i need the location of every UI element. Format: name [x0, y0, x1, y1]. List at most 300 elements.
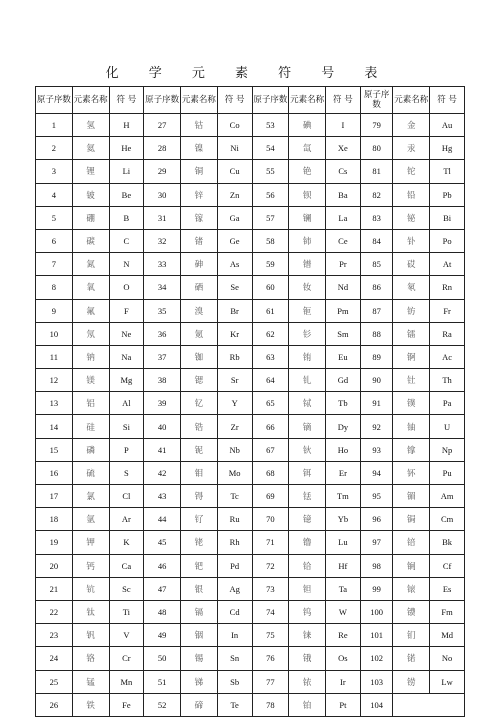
cell-element-name: 铼 — [289, 624, 326, 647]
cell-atomic-number: 4 — [36, 183, 73, 206]
cell-atomic-number: 9 — [36, 299, 73, 322]
cell-atomic-number: 38 — [144, 369, 181, 392]
cell-atomic-number: 88 — [360, 322, 393, 345]
cell-element-name: 氩 — [72, 508, 109, 531]
cell-element-name: 锆 — [181, 415, 218, 438]
cell-atomic-number: 74 — [252, 600, 289, 623]
cell-element-name: 锕 — [393, 345, 430, 368]
cell-element-name: 锶 — [181, 369, 218, 392]
cell-atomic-number: 1 — [36, 114, 73, 137]
cell-element-name: 锗 — [181, 229, 218, 252]
cell-symbol: Fe — [109, 693, 144, 716]
cell-atomic-number: 52 — [144, 693, 181, 716]
cell-element-name: 铈 — [289, 229, 326, 252]
cell-element-name: 铜 — [181, 160, 218, 183]
cell-symbol: Ar — [109, 508, 144, 531]
cell-element-name: 铒 — [289, 461, 326, 484]
cell-atomic-number: 15 — [36, 438, 73, 461]
table-row — [36, 345, 465, 368]
cell-element-name: 铕 — [289, 345, 326, 368]
header-symbol: 符 号 — [217, 87, 252, 114]
cell-atomic-number: 32 — [144, 229, 181, 252]
cell-element-name: 钒 — [72, 624, 109, 647]
cell-atomic-number: 70 — [252, 508, 289, 531]
cell-atomic-number: 87 — [360, 299, 393, 322]
cell-atomic-number: 39 — [144, 392, 181, 415]
cell-symbol: At — [430, 253, 465, 276]
cell-symbol: Ru — [217, 508, 252, 531]
cell-element-name: 钋 — [393, 229, 430, 252]
cell-symbol: Ta — [326, 577, 361, 600]
cell-element-name: 镭 — [393, 322, 430, 345]
cell-symbol: Re — [326, 624, 361, 647]
cell-element-name: 锇 — [289, 647, 326, 670]
cell-symbol: Mo — [217, 461, 252, 484]
cell-element-name: 钆 — [289, 369, 326, 392]
table-row — [36, 554, 465, 577]
cell-symbol: Ni — [217, 137, 252, 160]
cell-atomic-number: 78 — [252, 693, 289, 716]
cell-atomic-number: 34 — [144, 276, 181, 299]
cell-element-name: 钔 — [393, 624, 430, 647]
cell-element-name: 硼 — [72, 206, 109, 229]
cell-atomic-number: 10 — [36, 322, 73, 345]
cell-atomic-number: 104 — [360, 693, 393, 716]
cell-atomic-number: 94 — [360, 461, 393, 484]
cell-element-name: 氪 — [181, 322, 218, 345]
header-symbol: 符 号 — [109, 87, 144, 114]
cell-atomic-number: 65 — [252, 392, 289, 415]
cell-element-name: 铬 — [72, 647, 109, 670]
cell-symbol: Es — [430, 577, 465, 600]
table-row — [36, 206, 465, 229]
cell-atomic-number: 61 — [252, 299, 289, 322]
cell-element-name: 镅 — [393, 485, 430, 508]
table-row — [36, 114, 465, 137]
cell-atomic-number: 73 — [252, 577, 289, 600]
cell-symbol: Md — [430, 624, 465, 647]
cell-atomic-number: 100 — [360, 600, 393, 623]
cell-element-name: 铟 — [181, 624, 218, 647]
cell-element-name: 镍 — [181, 137, 218, 160]
cell-element-name: 钨 — [289, 600, 326, 623]
cell-symbol: He — [109, 137, 144, 160]
cell-atomic-number: 3 — [36, 160, 73, 183]
cell-symbol: Ir — [326, 670, 361, 693]
cell-symbol: Bi — [430, 206, 465, 229]
cell-symbol: Mn — [109, 670, 144, 693]
cell-atomic-number: 24 — [36, 647, 73, 670]
cell-symbol: Gd — [326, 369, 361, 392]
cell-atomic-number: 96 — [360, 508, 393, 531]
cell-element-name: 钚 — [393, 461, 430, 484]
cell-symbol: Cf — [430, 554, 465, 577]
cell-element-name: 钪 — [72, 577, 109, 600]
element-table-body — [36, 87, 465, 717]
cell-symbol: Na — [109, 345, 144, 368]
cell-element-name: 镨 — [289, 253, 326, 276]
cell-element-name: 碲 — [181, 693, 218, 716]
cell-symbol: As — [217, 253, 252, 276]
cell-element-name: 锔 — [393, 508, 430, 531]
cell-element-name: 碳 — [72, 229, 109, 252]
cell-atomic-number: 20 — [36, 554, 73, 577]
cell-atomic-number: 16 — [36, 461, 73, 484]
cell-atomic-number: 53 — [252, 114, 289, 137]
cell-atomic-number: 51 — [144, 670, 181, 693]
table-row — [36, 577, 465, 600]
cell-symbol: Zr — [217, 415, 252, 438]
cell-atomic-number: 36 — [144, 322, 181, 345]
cell-atomic-number: 54 — [252, 137, 289, 160]
cell-symbol: Ce — [326, 229, 361, 252]
cell-symbol: Cs — [326, 160, 361, 183]
cell-element-name: 铱 — [289, 670, 326, 693]
cell-symbol: Nd — [326, 276, 361, 299]
cell-symbol: Ag — [217, 577, 252, 600]
cell-symbol: Pb — [430, 183, 465, 206]
cell-atomic-number: 57 — [252, 206, 289, 229]
cell-element-name: 钠 — [72, 345, 109, 368]
cell-element-name: 锰 — [72, 670, 109, 693]
cell-symbol: Er — [326, 461, 361, 484]
cell-atomic-number: 2 — [36, 137, 73, 160]
table-row — [36, 461, 465, 484]
cell-element-name: 钙 — [72, 554, 109, 577]
cell-atomic-number: 37 — [144, 345, 181, 368]
cell-atomic-number: 22 — [36, 600, 73, 623]
cell-element-name: 铌 — [181, 438, 218, 461]
cell-symbol: Au — [430, 114, 465, 137]
cell-symbol: Sc — [109, 577, 144, 600]
cell-symbol: In — [217, 624, 252, 647]
cell-atomic-number: 68 — [252, 461, 289, 484]
cell-atomic-number: 26 — [36, 693, 73, 716]
table-row — [36, 137, 465, 160]
cell-element-name: 镝 — [289, 415, 326, 438]
cell-symbol: Al — [109, 392, 144, 415]
cell-atomic-number: 62 — [252, 322, 289, 345]
cell-element-name: 碘 — [289, 114, 326, 137]
cell-atomic-number: 29 — [144, 160, 181, 183]
cell-element-name: 氙 — [289, 137, 326, 160]
cell-symbol: Cu — [217, 160, 252, 183]
header-element-name: 元素名称 — [72, 87, 109, 114]
table-row — [36, 647, 465, 670]
header-element-name: 元素名称 — [393, 87, 430, 114]
cell-element-name: 氖 — [72, 322, 109, 345]
header-atomic-number: 原子序数 — [360, 87, 393, 114]
table-row — [36, 229, 465, 252]
cell-element-name: 钌 — [181, 508, 218, 531]
cell-atomic-number: 50 — [144, 647, 181, 670]
cell-element-name: 铽 — [289, 392, 326, 415]
cell-atomic-number: 44 — [144, 508, 181, 531]
cell-element-name: 铝 — [72, 392, 109, 415]
cell-element-name: 金 — [393, 114, 430, 137]
cell-symbol: Rb — [217, 345, 252, 368]
cell-element-name: 钡 — [289, 183, 326, 206]
table-row — [36, 160, 465, 183]
cell-symbol: Tc — [217, 485, 252, 508]
cell-symbol: Pm — [326, 299, 361, 322]
cell-atomic-number: 82 — [360, 183, 393, 206]
cell-element-name: 钇 — [181, 392, 218, 415]
cell-element-name: 硒 — [181, 276, 218, 299]
cell-atomic-number: 60 — [252, 276, 289, 299]
cell-element-name: 锑 — [181, 670, 218, 693]
cell-element-name: 钕 — [289, 276, 326, 299]
cell-element-name: 氮 — [72, 253, 109, 276]
cell-symbol: Ac — [430, 345, 465, 368]
cell-element-name: 氯 — [72, 485, 109, 508]
cell-atomic-number: 14 — [36, 415, 73, 438]
cell-atomic-number: 31 — [144, 206, 181, 229]
cell-atomic-number: 21 — [36, 577, 73, 600]
cell-atomic-number: 33 — [144, 253, 181, 276]
cell-element-name: 铯 — [289, 160, 326, 183]
cell-symbol: Mg — [109, 369, 144, 392]
cell-atomic-number: 40 — [144, 415, 181, 438]
cell-element-name: 铊 — [393, 160, 430, 183]
cell-symbol: S — [109, 461, 144, 484]
cell-symbol: Pd — [217, 554, 252, 577]
header-atomic-number: 原子序数 — [144, 87, 181, 114]
cell-symbol: Ga — [217, 206, 252, 229]
cell-symbol: V — [109, 624, 144, 647]
cell-symbol: Sn — [217, 647, 252, 670]
cell-element-name: 锡 — [181, 647, 218, 670]
cell-atomic-number: 86 — [360, 276, 393, 299]
page-title: 化 学 元 素 符 号 表 — [105, 66, 391, 81]
cell-atomic-number: 35 — [144, 299, 181, 322]
cell-atomic-number: 42 — [144, 461, 181, 484]
cell-element-name: 氡 — [393, 276, 430, 299]
cell-atomic-number: 98 — [360, 554, 393, 577]
cell-symbol: Pr — [326, 253, 361, 276]
cell-symbol: Br — [217, 299, 252, 322]
cell-symbol: Sb — [217, 670, 252, 693]
cell-symbol: I — [326, 114, 361, 137]
cell-atomic-number: 49 — [144, 624, 181, 647]
cell-atomic-number: 47 — [144, 577, 181, 600]
cell-element-name: 汞 — [393, 137, 430, 160]
cell-symbol: Se — [217, 276, 252, 299]
cell-atomic-number: 79 — [360, 114, 393, 137]
cell-atomic-number: 83 — [360, 206, 393, 229]
cell-symbol: Ra — [430, 322, 465, 345]
cell-symbol: Lw — [430, 670, 465, 693]
cell-element-name: 锂 — [72, 160, 109, 183]
table-row — [36, 392, 465, 415]
cell-empty — [393, 693, 465, 716]
cell-atomic-number: 45 — [144, 531, 181, 554]
cell-atomic-number: 101 — [360, 624, 393, 647]
cell-symbol: Hg — [430, 137, 465, 160]
header-atomic-number: 原子序数 — [36, 87, 73, 114]
cell-symbol: Pt — [326, 693, 361, 716]
cell-atomic-number: 99 — [360, 577, 393, 600]
cell-element-name: 铪 — [289, 554, 326, 577]
cell-symbol: F — [109, 299, 144, 322]
header-element-name: 元素名称 — [289, 87, 326, 114]
cell-atomic-number: 103 — [360, 670, 393, 693]
cell-element-name: 钛 — [72, 600, 109, 623]
cell-atomic-number: 56 — [252, 183, 289, 206]
table-row — [36, 438, 465, 461]
table-row — [36, 369, 465, 392]
cell-symbol: Pu — [430, 461, 465, 484]
cell-symbol: U — [430, 415, 465, 438]
cell-atomic-number: 97 — [360, 531, 393, 554]
cell-element-name: 钾 — [72, 531, 109, 554]
header-symbol: 符 号 — [430, 87, 465, 114]
cell-symbol: Sr — [217, 369, 252, 392]
cell-element-name: 铅 — [393, 183, 430, 206]
cell-element-name: 银 — [181, 577, 218, 600]
cell-symbol: Hf — [326, 554, 361, 577]
cell-element-name: 溴 — [181, 299, 218, 322]
cell-atomic-number: 64 — [252, 369, 289, 392]
cell-symbol: Kr — [217, 322, 252, 345]
cell-symbol: Zn — [217, 183, 252, 206]
cell-symbol: N — [109, 253, 144, 276]
cell-atomic-number: 19 — [36, 531, 73, 554]
cell-element-name: 镄 — [393, 600, 430, 623]
cell-atomic-number: 69 — [252, 485, 289, 508]
cell-element-name: 氦 — [72, 137, 109, 160]
cell-element-name: 钬 — [289, 438, 326, 461]
cell-symbol: Rh — [217, 531, 252, 554]
cell-element-name: 镎 — [393, 438, 430, 461]
cell-atomic-number: 92 — [360, 415, 393, 438]
table-row — [36, 253, 465, 276]
table-row — [36, 322, 465, 345]
cell-element-name: 铷 — [181, 345, 218, 368]
cell-symbol: Ca — [109, 554, 144, 577]
cell-atomic-number: 11 — [36, 345, 73, 368]
cell-symbol: Co — [217, 114, 252, 137]
cell-element-name: 铁 — [72, 693, 109, 716]
cell-symbol: Yb — [326, 508, 361, 531]
cell-atomic-number: 72 — [252, 554, 289, 577]
cell-symbol: P — [109, 438, 144, 461]
cell-atomic-number: 48 — [144, 600, 181, 623]
cell-symbol: Tb — [326, 392, 361, 415]
cell-atomic-number: 90 — [360, 369, 393, 392]
header-symbol: 符 号 — [326, 87, 361, 114]
cell-element-name: 砹 — [393, 253, 430, 276]
table-row — [36, 183, 465, 206]
cell-symbol: Ge — [217, 229, 252, 252]
cell-atomic-number: 89 — [360, 345, 393, 368]
cell-symbol: Fr — [430, 299, 465, 322]
cell-atomic-number: 85 — [360, 253, 393, 276]
cell-element-name: 钐 — [289, 322, 326, 345]
cell-element-name: 铍 — [72, 183, 109, 206]
cell-element-name: 铥 — [289, 485, 326, 508]
table-row — [36, 508, 465, 531]
cell-symbol: Ba — [326, 183, 361, 206]
cell-atomic-number: 84 — [360, 229, 393, 252]
cell-atomic-number: 17 — [36, 485, 73, 508]
cell-symbol: Bk — [430, 531, 465, 554]
cell-atomic-number: 46 — [144, 554, 181, 577]
cell-element-name: 钴 — [181, 114, 218, 137]
cell-symbol: La — [326, 206, 361, 229]
cell-element-name: 钍 — [393, 369, 430, 392]
cell-atomic-number: 71 — [252, 531, 289, 554]
cell-atomic-number: 81 — [360, 160, 393, 183]
header-element-name: 元素名称 — [181, 87, 218, 114]
cell-symbol: Cl — [109, 485, 144, 508]
cell-symbol: Cm — [430, 508, 465, 531]
table-row — [36, 600, 465, 623]
cell-element-name: 氢 — [72, 114, 109, 137]
table-row — [36, 415, 465, 438]
cell-atomic-number: 43 — [144, 485, 181, 508]
cell-element-name: 锎 — [393, 554, 430, 577]
cell-atomic-number: 80 — [360, 137, 393, 160]
cell-symbol: Ti — [109, 600, 144, 623]
cell-symbol: Po — [430, 229, 465, 252]
cell-atomic-number: 30 — [144, 183, 181, 206]
table-header-row — [36, 87, 465, 114]
cell-atomic-number: 77 — [252, 670, 289, 693]
table-row — [36, 485, 465, 508]
header-atomic-number: 原子序数 — [252, 87, 289, 114]
table-row — [36, 693, 465, 716]
cell-atomic-number: 28 — [144, 137, 181, 160]
cell-element-name: 锝 — [181, 485, 218, 508]
cell-symbol: Os — [326, 647, 361, 670]
cell-element-name: 钼 — [181, 461, 218, 484]
cell-symbol: Li — [109, 160, 144, 183]
cell-symbol: Tm — [326, 485, 361, 508]
cell-atomic-number: 6 — [36, 229, 73, 252]
cell-element-name: 钽 — [289, 577, 326, 600]
cell-atomic-number: 27 — [144, 114, 181, 137]
cell-atomic-number: 55 — [252, 160, 289, 183]
cell-atomic-number: 8 — [36, 276, 73, 299]
cell-element-name: 锌 — [181, 183, 218, 206]
cell-element-name: 硫 — [72, 461, 109, 484]
table-row — [36, 624, 465, 647]
cell-element-name: 铹 — [393, 670, 430, 693]
cell-atomic-number: 25 — [36, 670, 73, 693]
table-row — [36, 670, 465, 693]
cell-element-name: 硅 — [72, 415, 109, 438]
cell-element-name: 磷 — [72, 438, 109, 461]
cell-atomic-number: 58 — [252, 229, 289, 252]
cell-atomic-number: 76 — [252, 647, 289, 670]
cell-element-name: 镁 — [72, 369, 109, 392]
cell-symbol: H — [109, 114, 144, 137]
cell-atomic-number: 23 — [36, 624, 73, 647]
cell-element-name: 氟 — [72, 299, 109, 322]
cell-symbol: Am — [430, 485, 465, 508]
cell-symbol: Cd — [217, 600, 252, 623]
element-table — [35, 86, 465, 717]
cell-atomic-number: 91 — [360, 392, 393, 415]
cell-element-name: 钷 — [289, 299, 326, 322]
cell-symbol: Xe — [326, 137, 361, 160]
cell-symbol: Th — [430, 369, 465, 392]
cell-atomic-number: 59 — [252, 253, 289, 276]
cell-atomic-number: 18 — [36, 508, 73, 531]
cell-element-name: 钯 — [181, 554, 218, 577]
cell-element-name: 铑 — [181, 531, 218, 554]
